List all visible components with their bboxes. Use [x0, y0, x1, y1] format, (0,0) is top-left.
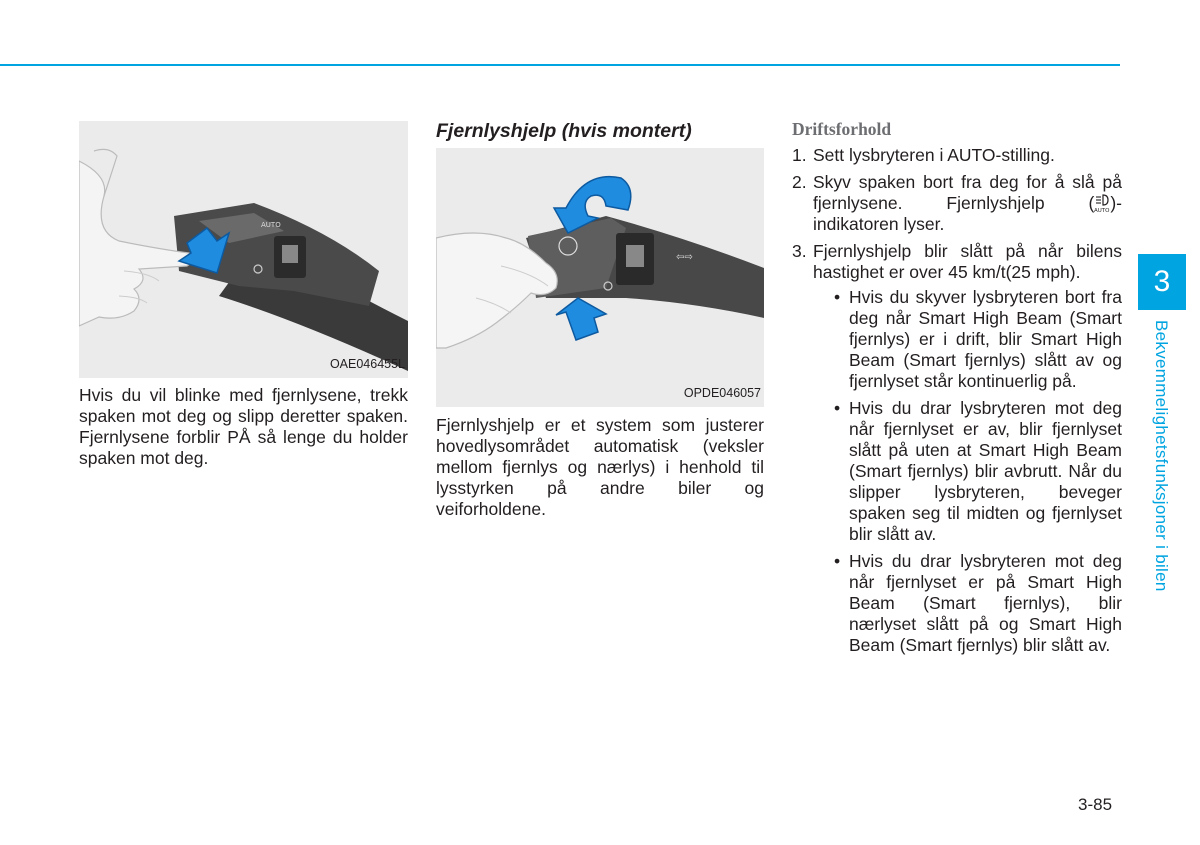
step-text: Sett lysbryteren i AUTO-stilling.: [813, 145, 1055, 165]
chapter-label-text: Bekvemmelighetsfunksjoner i bilen: [1152, 320, 1171, 592]
step-number: 3.: [792, 241, 807, 261]
step-text: Skyv spaken bort fra deg for å slå på fjernlysene. Fjernlyshjelp (: [813, 172, 1122, 213]
steps-list: [792, 145, 1122, 656]
bullet-symbol: •: [834, 398, 841, 418]
svg-text:AUTO: AUTO: [261, 221, 281, 229]
bullet-text: Hvis du skyver lysbryteren bort fra deg når Smart High Beam (Smart fjernlys) er i drift, blir Smart High Beam (Smart fjernlys) slått av og fjernlyset står kontinuerlig på.: [849, 287, 1122, 391]
step-text: Fjernlyshjelp blir slått på når bilens hastighet er over 45 km/t(25 mph).: [813, 241, 1122, 282]
left-column: [79, 121, 408, 469]
step-item: [792, 172, 1122, 235]
assist-description: Fjernlyshjelp er et system som justerer hovedlysområdet automatisk (veksler mellom fjernlys og nærlys) i henhold til lysstyrken på andre biler og veiforholdene.: [436, 415, 764, 519]
chapter-number-tab: 3: [1138, 254, 1186, 310]
right-column: [792, 119, 1122, 662]
bullet-item: [813, 287, 1122, 392]
high-beam-auto-icon: [1094, 194, 1110, 213]
svg-text:⇦⇨: ⇦⇨: [676, 252, 693, 263]
bullet-item: [813, 398, 1122, 545]
step-item: [792, 241, 1122, 656]
stalk-push-illustration: [436, 148, 764, 407]
step-number: 2.: [792, 172, 807, 192]
header-rule: [0, 64, 1120, 66]
stalk-flash-figure: [79, 121, 408, 378]
middle-column: [436, 121, 764, 520]
operating-conditions-title: Driftsforhold: [792, 119, 892, 139]
flash-description: Hvis du vil blinke med fjernlysene, trekk spaken mot deg og slipp deretter spaken. Fjernlysene forblir PÅ så lenge du holder spaken mot deg.: [79, 385, 408, 468]
bullet-symbol: •: [834, 287, 841, 307]
figure-code: OAE046455L: [329, 357, 405, 371]
bullet-text: Hvis du drar lysbryteren mot deg når fjernlyset er på Smart High Beam (Smart fjernlys), blir nærlyset slått på og Smart High Beam (Smart fjernlys) blir slått av.: [849, 551, 1122, 655]
step-item: [792, 145, 1122, 166]
step-text-after: )-indikatoren lyser.: [813, 193, 1122, 234]
page-number: 3-85: [1078, 795, 1113, 814]
bullet-symbol: •: [834, 551, 841, 571]
auto-label: AUTO: [1094, 208, 1110, 213]
bullet-item: [813, 551, 1122, 656]
step-number: 1.: [792, 145, 807, 165]
bullet-text: Hvis du drar lysbryteren mot deg når fjernlyset er av, blir fjernlyset slått på uten at Smart High Beam (Smart fjernlys) blir avbrutt. Når du slipper lysbryteren, beveger spaken seg til midten og fjernlyset blir slått av.: [849, 398, 1122, 544]
stalk-flash-illustration: [79, 121, 408, 378]
section-title: Fjernlyshjelp (hvis montert): [436, 120, 692, 142]
bullet-list: [813, 287, 1122, 656]
high-beam-assist-figure: [436, 148, 764, 407]
chapter-side-label: [1150, 320, 1176, 608]
figure-code: OPDE046057: [683, 386, 761, 400]
